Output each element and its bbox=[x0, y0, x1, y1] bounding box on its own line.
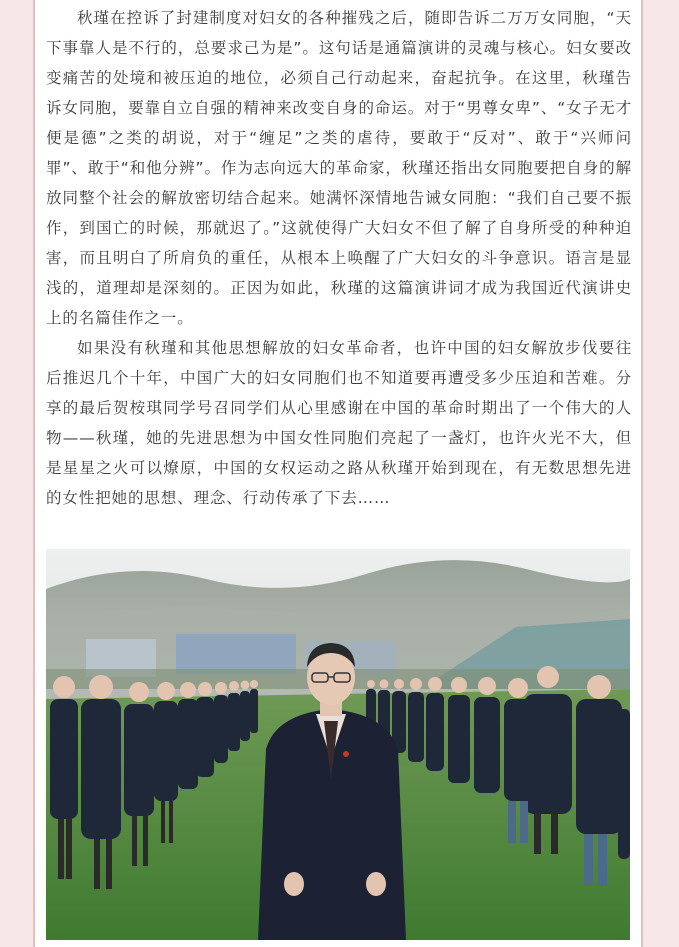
article-body bbox=[46, 3, 632, 513]
assembly-photo bbox=[46, 549, 630, 940]
article-paragraph-2: 如果没有秋瑾和其他思想解放的妇女革命者，也许中国的妇女解放步伐要往后推迟几个十年，中国广大的妇女同胞们也不知道要再遭受多少压迫和苦难。分享的最后贺桉琪同学号召同学们从心里感谢在中国的革命时期出了一个伟大的人物——秋瑾，她的先进思想为中国女性同胞们亮起了一盏灯，也许火光不大，但是星星之火可以燎原，中国的女权运动之路从秋瑾开始到现在，有无数思想先进的女性把她的思想、理念、行动传承了下去…… bbox=[46, 339, 632, 507]
school-assembly-photo-icon bbox=[46, 549, 630, 940]
article-paragraph-1: 秋瑾在控诉了封建制度对妇女的各种摧残之后，随即告诉二万万女同胞，“天下事靠人是不行的，总要求己为是”。这句话是通篇演讲的灵魂与核心。妇女要改变痛苦的处境和被压迫的地位，必须自己行动起来，奋起抗争。在这里，秋瑾告诉女同胞，要靠自立自强的精神来改变自身的命运。对于“男尊女卑”、“女子无才便是德”之类的胡说，对于“缠足”之类的虐待，要敢于“反对”、敢于“兴师问罪”、敢于“和他分辨”。作为志向远大的革命家，秋瑾还指出女同胞要把自身的解放同整个社会的解放密切结合起来。她满怀深情地告诫女同胞：“我们自己要不振作，到国亡的时候，那就迟了。”这就使得广大妇女不但了解了自身所受的种种迫害，而且明白了所肩负的重任，从根本上唤醒了广大妇女的斗争意识。语言是显浅的，道理却是深刻的。正因为如此，秋瑾的这篇演讲词才成为我国近代演讲史上的名篇佳作之一。 bbox=[46, 9, 632, 327]
building bbox=[176, 634, 296, 674]
